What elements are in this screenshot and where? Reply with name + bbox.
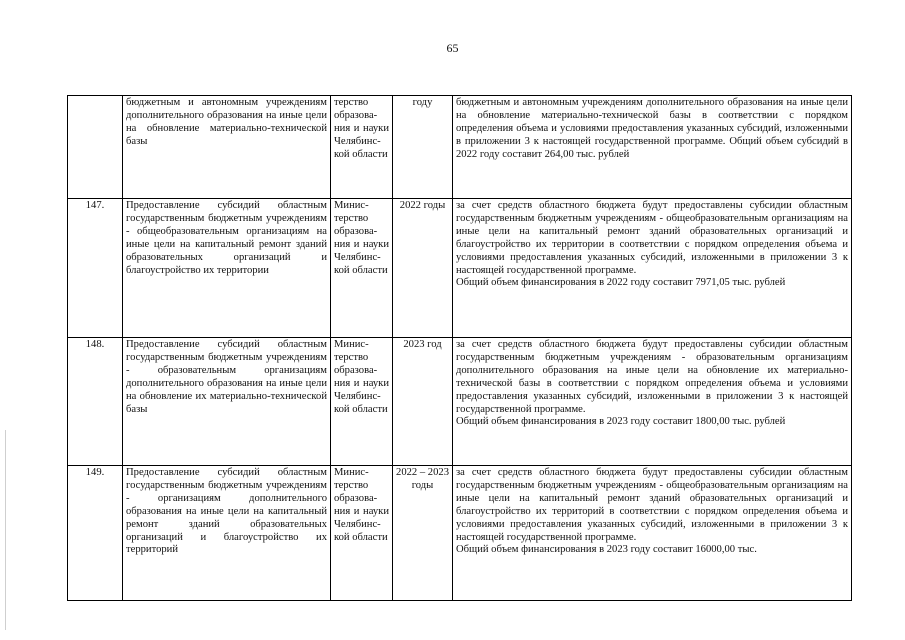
table-row — [68, 338, 852, 466]
result-paragraph: за счет средств областного бюджета будут предоставлены субсидии областным государственным бюджетным учреждениям - образовательным организациям дополнительного образования на иные цели на обновление их материально-технической базы в соответствии с порядком определения объема и условиями предоставления указанных субсидий, изложенными в приложении 3 к настоящей государственной программе. — [456, 339, 848, 415]
table-row — [68, 466, 852, 601]
measure-description: Предоставление субсидий областным государственным бюджетным учреждениям - общеобразовательным организациям на иные цели на капитальный ремонт зданий образовательных организаций и благоустройство их территории — [123, 199, 331, 338]
row-number: 148. — [68, 338, 123, 466]
scan-edge-line — [5, 430, 6, 630]
responsible-executor: Минис-терство образова-ния и науки Челябинс-кой области — [331, 338, 393, 466]
financing-paragraph: Общий объем финансирования в 2022 году составит 7971,05 тыс. рублей — [456, 277, 786, 289]
expected-result — [453, 466, 852, 601]
measure-description: бюджетным и автономным учреждениям дополнительного образования на иные цели на обновление материально-технической базы — [123, 96, 331, 199]
row-number: 149. — [68, 466, 123, 601]
implementation-term: году — [393, 96, 453, 199]
measure-description: Предоставление субсидий областным государственным бюджетным учреждениям - организациям дополнительного образования на иные цели на капитальный ремонт зданий образовательных организаций и благоустройство их территорий — [123, 466, 331, 601]
result-paragraph: бюджетным и автономным учреждениям дополнительного образования на иные цели на обновление материально-технической базы в соответствии с порядком определения объема и условиями предоставления указанных субсидий, изложенными в приложении 3 к настоящей государственной программе. Общий объем субсидий в 2022 году составит 264,00 тыс. рублей — [456, 97, 848, 160]
expected-result — [453, 338, 852, 466]
financing-paragraph: Общий объем финансирования в 2023 году составит 16000,00 тыс. — [456, 544, 757, 556]
expected-result — [453, 96, 852, 199]
program-measures-table — [67, 95, 852, 601]
table-row — [68, 199, 852, 338]
row-number — [68, 96, 123, 199]
responsible-executor: Минис-терство образова-ния и науки Челябинс-кой области — [331, 199, 393, 338]
result-paragraph: за счет средств областного бюджета будут предоставлены субсидии областным государственным бюджетным учреждениям - общеобразовательным организациям на иные цели на капитальный ремонт зданий образовательных организаций и благоустройство их территории в соответствии с порядком определения объема и условиями предоставления указанных субсидий, изложенными в приложении 3 к настоящей государственной программе. — [456, 200, 848, 276]
responsible-executor: терство образова-ния и науки Челябинс-кой области — [331, 96, 393, 199]
table-row — [68, 96, 852, 199]
implementation-term: 2023 год — [393, 338, 453, 466]
measure-description: Предоставление субсидий областным государственным бюджетным учреждениям - образовательным организациям дополнительного образования на иные цели на обновление их материально-технической базы — [123, 338, 331, 466]
expected-result — [453, 199, 852, 338]
row-number: 147. — [68, 199, 123, 338]
result-paragraph: за счет средств областного бюджета будут предоставлены субсидии областным государственным бюджетным учреждениям - общеобразовательным организациям на иные цели на капитальный ремонт зданий образовательных организаций и благоустройство их территорий в соответствии с порядком определения объема и условиями предоставления указанных субсидий, изложенными в приложении 3 к настоящей государственной программе. — [456, 467, 848, 543]
implementation-term: 2022 годы — [393, 199, 453, 338]
implementation-term: 2022 – 2023 годы — [393, 466, 453, 601]
financing-paragraph: Общий объем финансирования в 2023 году составит 1800,00 тыс. рублей — [456, 416, 786, 428]
page-number: 65 — [446, 41, 459, 55]
responsible-executor: Минис-терство образова-ния и науки Челябинс-кой области — [331, 466, 393, 601]
